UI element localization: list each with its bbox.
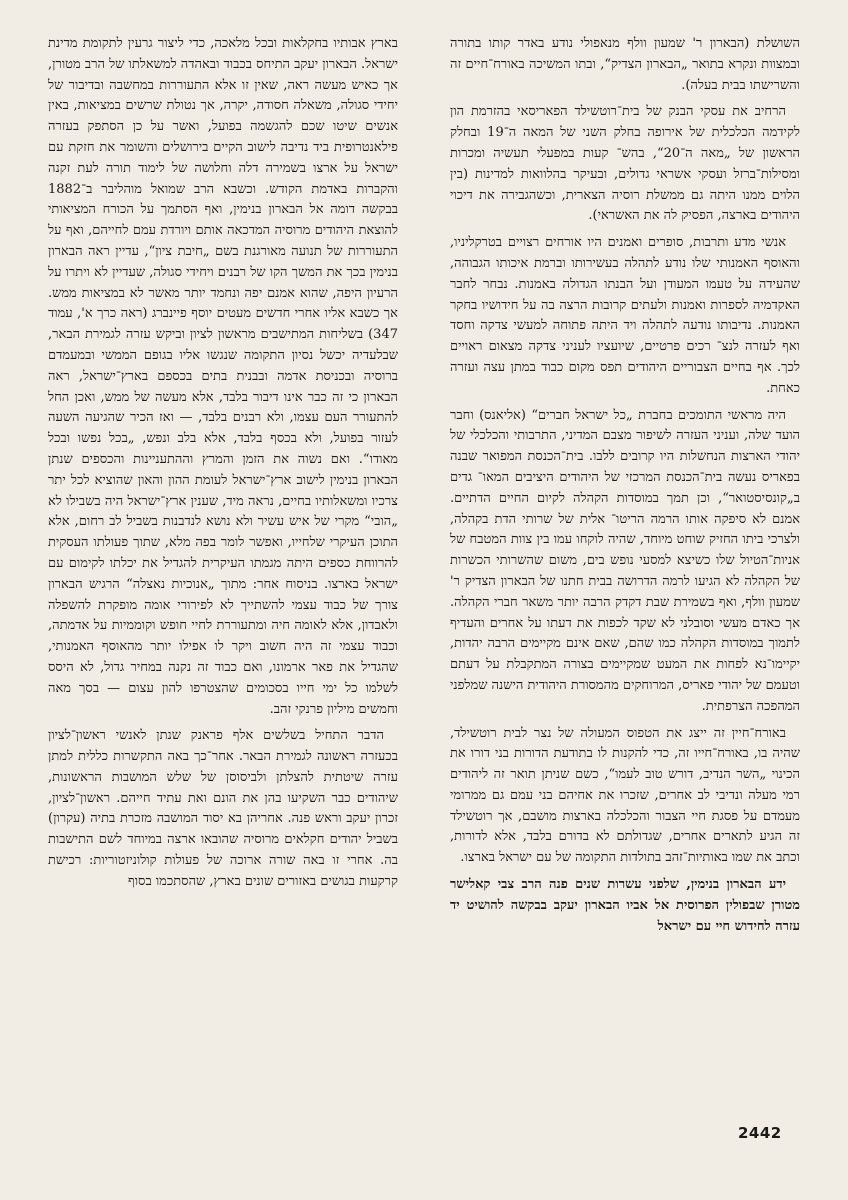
paragraph: הרחיב את עסקי הבנק של בית־רוטשילד הפאריסאי בהזרמת הון לקידמה הכלכלית של אירופה בחלק השני של המאה ה־19 ובחלק הראשון של „מאה ה־20“, בהש־ קעות במפעלי תעשיה ומכרות ומסילות־ברזל ועסקי אשראי גדולים, ובעיקר בהלוואות למדינות (בין הלוים ממנו היתה גם ממשלת רוסיה הצארית, וכשהגבירה את דיכוי היהודים בארצה, הפסיק לה את האשראי). (450, 104, 800, 224)
paragraph: הדבר התחיל בשלשים אלף פראנק שנתן לאנשי ראשון־לציון בכעזרה ראשונה לגמירת הבאר. אחר־כך באה התקשרות כללית למתן עזרה שיטתית להצלתן ולביסוסן של שלש המושבות הראשונות, שיהודים כבר השקיעו בהן את הונם ואת עתיד חייהם. ראשון־לציון, זכרון יעקב וראש פנה. אחריהן בא יסוד המושבה מזכרת בתיה (עקרון) בשביל יהודים חקלאים מרוסיה שהובאו ארצה במיוחד לשם התישבות בה. אחרי זו באה שורה ארוכה של פעולות קולוניזטוריות: רכישת קרקעות בגושים באזורים שונים בארץ, שהסתכמו בסוף (48, 728, 398, 889)
right-column (450, 34, 800, 943)
paragraph: היה מראשי התומכים בחברת „כל ישראל חברים“ (אליאנס) וחבר הועד שלה, ועניני העזרה לשיפור מצבם המדיני, התרבותי והכלכלי של יהודי הארצות הנחשלות היו קרובים ללבו. בית־הכנסת המפואר שבנה בפאריס נעשה בית־הכנסת המרכזי של היהודים היציבים המאו־ גדים ב„קונסיסטואר“, וכן תמך במוסדות הקהלה לקיום החיים הדתיים. אמנם לא סיפקה אותו הרמה הריטו־ אלית של שרותי הדת בקהלה, ולצרכי ביתו החזיק שוחט מיוחד, שהיה לוקחו עמו בין צוות המטבח של אניות־הטיול שלו כשיצא למסעי נופש בים, משום שהשרותי הכשרות של הקהלה לא הגיעו לרמה הדרושה בבית חתנו של הבארון הצדיק ר' שמעון וולף, ואף בשמירת שבת דקדק הרבה יותר משאר חברי הקהלה. אך כאדם מעשי וסובלני לא שקד לכפות את דעתו על אחרים והעדיף לתמוך במוסדות הקהלה כמו שהם, שאם אינם מקיימים הרבה יהדות, יקיימו־נא לפחות את המעט שמקיימים בצורה המתקבלת על דעתם וטעמם של יהודי פאריס, המרוחקים מהמסורת היהודית הישנה שמלפני המהפכה הצרפתית. (449, 407, 800, 714)
paragraph: בארץ אבותיו בחקלאות ובכל מלאכה, כדי ליצור גרעין לתקומת מדינת ישראל. הבארון יעקב התיחס בכבוד ובאהדה למשאלתו של הרב מטורן, אך כאיש מעשה ראה, שאין זו אלא התעוררות במחשבה ובדיבור של יחידי סגולה, משאלה חסודה, יקרה, אך נטולת שרשים במציאות, באין אנשים שיטו שכם להגשמה בפועל, ואשר על כן הסתפק בעזרה פילאנטרופית ביד נדיבה לישוב הקיים בירושלים והשומר את חזקת עם ישראל על ארצו בשמירה דלה וחלושה של לימוד תורה לעת זקנה והקברות באדמת הקודש. וכשבא הרב שמואל מוהליבר ב־1882 בבקשה דומה אל הבארון בנימין, ואף הסתמך על הכורח המציאותי להוצאת היהודים מרוסיה המדכאה אותם ויורדת עמם לחייהם, ואף על התעוררות של תנועה מאורגנת בשם „חיבת ציון“, עדיין ראה הבארון בנימין בכך את המשך הקו של רבנים ויחידי סגולה, שעדיין לא ויתרו על הרעיון היפה, שהוא אמנם יפה ונחמד יותר מאשר לא במציאות ממש. אך כשבא אליו אחרי חדשים מעטים יוסף פיינברג (ראה כרך א', עמוד 347) בשליחות המתישבים מראשון לציון וביקש עזרה לגמירת הבאר, שבלעדיה יכשל נסיון התקומה שנגשו אליו בגופם הממשי ובמעמדם ברוסיה ובכניסת אדמה ובבנית בתים בכספם בארץ־ישראל, ראה הבארון כי זה כבר אינו דיבור בלבד, אלא מעשה של ממש, ואכן החל להתעורר העם עצמו, ולא רבנים בלבד, — ואז הכיר שהגיעה השעה לעזור בפועל, ולא בכסף בלבד, אלא בלב ונפש, „בכל נפשו ובכל מאודו“. ואם נשוה את הזמן והמרץ וההתעניינות והכספים שנתן הבארון בנימין לישוב ארץ־ישראל לעומת ההון והאון שהוציא לכל יתר צרכיו ומשאלותיו בחיים, נראה מיד, שענין ארץ־ישראל היה בשבילו לא „הובי“ מקרי של איש עשיר ולא נושא לנדבנות בשביל לב רחום, אלא התוכן העיקרי שלחייו, ואפשר לומר בפה מלא, שתוך פעולתו העסקית להרווחת כספים היתה מגמתו העיקרית להגדיל את יכלתו לקימום עם ישראל בארצו. בניסוח אחר: מתוך „אנוכיות נאצלה“ הרגיש הבארון צורך של כבוד עצמי להשתייך לא לפירורי אומה מופקרת להשפלה ולאבדון, אלא לאומה חיה ומתעוררת לחיי חופש וקוממיות על אדמתה, וכבוד עצמי זה היה חשוב ויקר לו אפילו יותר מהאוסף האמנותי, שהגדיל את פאר ארמונו, ואם כבוד זה נקנה במחיר גדול, לא היסס לשלמו כל ימי חייו בסכומים שהצטרפו להון עצום — בסך מאה וחמשים מיליון פרנקי זהב. (48, 36, 398, 717)
paragraph: ידע הבארון בנימין, שלפני עשרות שנים פנה הרב צבי קאלישר מטורן שבפולין הפרוסית אל אביו הבארון יעקב בבקשה להושיט יד עזרה לחידוש חיי עם ישראל (450, 877, 800, 934)
left-column (48, 34, 398, 899)
paragraph: השושלת (הבארון ר' שמעון וולף מנאפולי נודע באדר קותו בתורה ובמצוות ונקרא בתואר „הבארון הצדיק“, ובתו המשיכה באורח־חיים זה והשרישתו בבית בעלה). (450, 36, 800, 93)
paragraph: אנשי מדע ותרבות, סופרים ואמנים היו אורחים רצויים בטרקליניו, והאוסף האמנותי שלו נודע לתהלה בעשירותו וברמת איכותו הגבוהה, שהעידה על טעמו המעודן ועל הבנתו הגדולה באמנות. נבחר לחבר האקדמיה לספרות ואמנות ולעתים קרובות הרצה בה על חידושיו בחקר האמנות. נדיבותו נודעה לתהלה ויד היתה פתוחה למעשי צדקה וחסד ואף לעזרה לנצ־ רכים פרטיים, שיועציו לעניני צדקה מצאום ראויים לכך. אף בחיים הצבוריים היהודים תפס מקום כבוד במתן עצה ועזרה כאחת. (450, 235, 800, 396)
paragraph: באורח־חיין זה ייצג את הטפוס המעולה של נצר לבית רוטשילד, שהיה בו, באורח־חייו זה, כדי להקנות לו בתודעת הדורות בני דורו את הכינוי „השר הנדיב, דורש טוב לעמו“, כשם שניתן תואר זה ליהודים רמי מעלה ונדיבי לב אחרים, שזכרו את אחיהם בני עמם גם ממרומי מעמדם על פסגת חיי הצבור והכלכלה בארצות מושבם, אך רוטשילד זה הגיע לתארים אחרים, שגדולתם לא בדורם בלבד, אלא לדורות, וכתב את שמו באותיות־זהב בתולדות התקומה של עם ישראל בארצו. (450, 725, 800, 866)
page-number: 2442 (738, 1124, 782, 1142)
